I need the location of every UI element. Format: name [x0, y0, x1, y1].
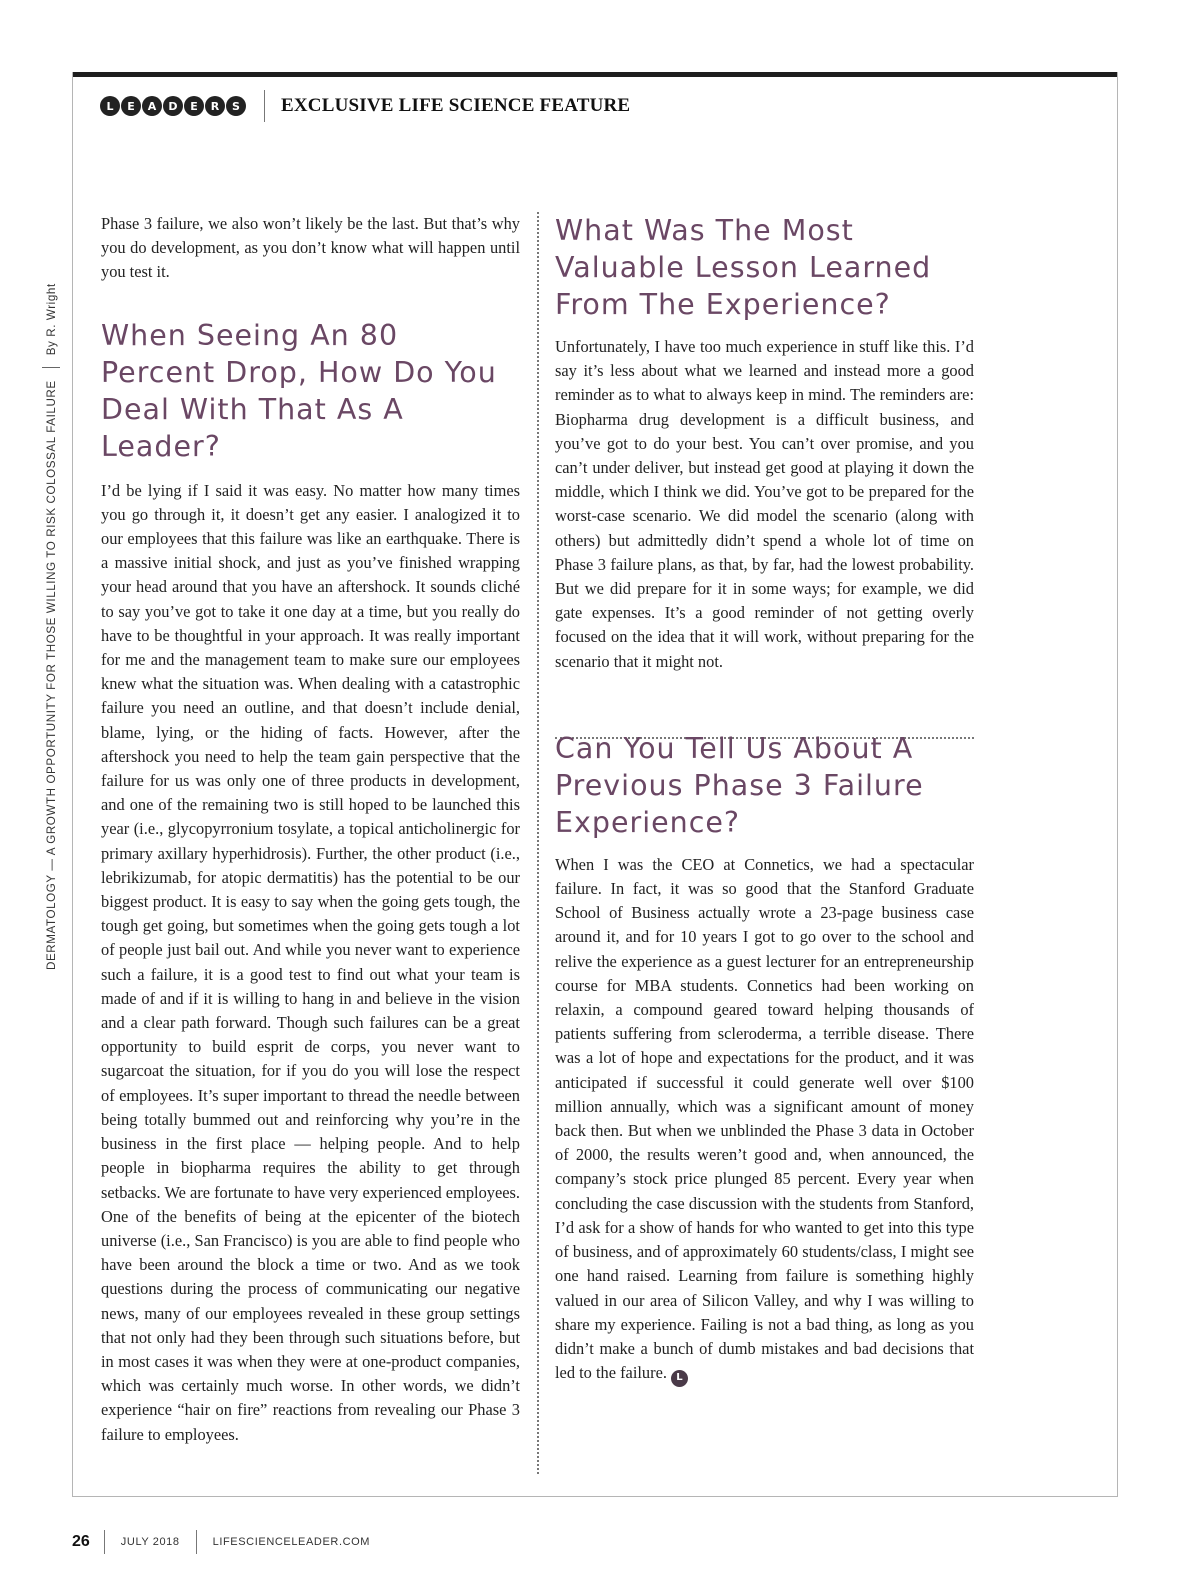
end-of-article-mark: L: [671, 1370, 688, 1387]
page-footer: [72, 1530, 370, 1554]
section-heading: What Was The Most Valuable Lesson Learned From The Experience?: [555, 214, 932, 321]
byline: By R. Wright: [44, 283, 58, 356]
logo-letter: D: [163, 96, 183, 116]
logo-letter: E: [121, 96, 141, 116]
logo-letter: E: [184, 96, 204, 116]
footer-divider: [196, 1530, 197, 1554]
section-heading: Can You Tell Us About A Previous Phase 3 Failure Experience?: [555, 731, 924, 839]
logo-letter: S: [226, 96, 246, 116]
page-header: [100, 90, 630, 122]
body-paragraph: [555, 853, 974, 1387]
section-heading: When Seeing An 80 Percent Drop, How Do You Deal With That As A Leader?: [101, 318, 497, 463]
right-column: [555, 212, 974, 1387]
logo-letter: A: [142, 96, 162, 116]
vertical-sidebar: [42, 270, 60, 970]
leaders-logo: [100, 96, 246, 116]
body-paragraph: I’d be lying if I said it was easy. No matter how many times you go through it, it doesn’t get any easier. I analogized it to our employees that this failure was like an earthquake. There is a massive initial shock, and just as you’ve finished wrapping your head around that you have an aftershock. It sounds cliché to say you’ve got to take it one day at a time, but you really do have to be thoughtful in your approach. It was really important for me and the management team to make sure our employees knew what the situation was. When dealing with a catastrophic failure you need an outline, and that doesn’t include denial, blame, lying, or the hiding of facts. However, after the aftershock you need to help the team gain perspective that the failure for us was only one of three products in development, and one of the remaining two is still hoped to be launched this year (i.e., glycopyrronium tosylate, a topical anticholinergic for primary axillary hyperhidrosis). Further, the other product (i.e., lebrikizumab, for atopic dermatitis) has the potential to be our biggest product. It is easy to say when the going gets tough, the tough get going, but sometimes when the going gets tough a lot of people just bail out. And while you never want to experience such a failure, it is a good test to find out what your team is made of and if it is willing to hang in and believe in the vision and a clear path forward. Though such failures can be a great opportunity to build esprit de corps, you never want to sugarcoat the situation, for if you do you will lose the respect of employees. It’s super important to thread the needle between being totally bummed out and reinforcing why you’re in the business in the first place — helping people. And to help people in biopharma requires the ability to get through setbacks. We are fortunate to have very experienced employees. One of the benefits of being at the epicenter of the biotech universe (i.e., San Francisco) is you are able to find people who have been around the block a time or two. And as we took questions during the process of communicating our negative news, many of our employees revealed in these group settings that not only had they been through such situations before, but in most cases it was when they were at one-product companies, which was certainly much worse. In other words, we didn’t experience “hair on fire” reactions from revealing our Phase 3 failure to employees.: [101, 480, 520, 1444]
body-paragraph: Unfortunately, I have too much experience in stuff like this. I’d say it’s less about what we learned and instead more a good reminder as to what to always keep in mind. The reminders are: Biopharma drug development is a difficult business, and you’ve got to do your best. You can’t over promise, and you can’t under deliver, but instead get good at playing it down the middle, which I think we did. You’ve got to be prepared for the worst-case scenario. We did model the scenario (along with others) but admittedly didn’t spend a whole lot of time on Phase 3 failure plans, as that, by far, had the lowest probability. But we did prepare for it in some ways; for example, we did gate expenses. It’s a good reminder of not getting overly focused on the idea that it will work, without preparing for the scenario that it might not.: [555, 337, 974, 671]
body-text: When I was the CEO at Connetics, we had a spectacular failure. In fact, it was so good that the Stanford Graduate School of Business actually wrote a 23-page business case around it, and for 10 years I got to go over to the school and relive the experience as a guest lecturer for an entrepreneurship course for MBA students. Connetics had been working on relaxin, a compound geared toward helping thousands of patients suffering from scleroderma, a terrible disease. There was a lot of hope and expectations for the product, and it was anticipated if successful it could generate well over $100 million annually, which was a significant amount of money back then. But when we unblinded the Phase 3 data in October of 2000, the results weren’t good and, when announced, the company’s stock price plunged 85 percent. Every year when concluding the case discussion with the students from Stanford, I’d ask for a show of hands for who wanted to get into this type of business, and of approximately 60 students/class, I might see one hand raised. Learning from failure is something highly valued in our area of Silicon Valley, and why I was willing to share my experience. Failing is not a bad thing, as long as you didn’t make a bunch of dumb mistakes and bad decisions that led to the failure.: [555, 854, 974, 1383]
header-divider: [264, 90, 265, 122]
column-divider: [537, 212, 539, 1474]
left-column: [101, 212, 520, 1447]
page-number: 26: [72, 1533, 90, 1550]
logo-letter: L: [100, 96, 120, 116]
logo-letter: R: [205, 96, 225, 116]
footer-divider: [104, 1530, 105, 1554]
series-title: DERMATOLOGY — A GROWTH OPPORTUNITY FOR THOSE WILLING TO RISK COLOSSAL FAILURE: [44, 380, 58, 970]
section-title: EXCLUSIVE LIFE SCIENCE FEATURE: [281, 95, 631, 116]
sidebar-divider: [42, 367, 60, 368]
intro-paragraph: Phase 3 failure, we also won’t likely be the last. But that’s why you do development, as you don’t know what will happen until you test it.: [101, 214, 520, 282]
issue-date: JULY 2018: [120, 1536, 180, 1548]
website-link[interactable]: LIFESCIENCELEADER.COM: [212, 1536, 371, 1548]
